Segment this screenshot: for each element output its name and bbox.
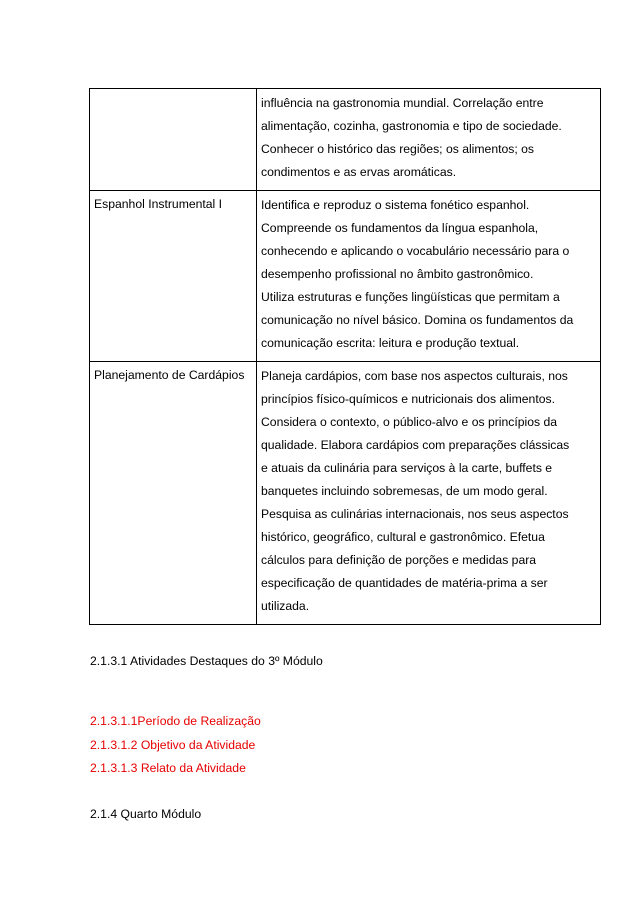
subject-cell	[90, 89, 257, 191]
description-line: Conhecer o histórico das regiões; os alimentos; os	[261, 142, 535, 156]
description-line: Considera o contexto, o público-alvo e os princípios da	[261, 415, 558, 429]
description-line: banquetes incluindo sobremesas, de um modo geral.	[261, 484, 548, 498]
description-line: comunicação no nível básico. Domina os fundamentos da	[261, 313, 574, 327]
description-line: Compreende os fundamentos da língua espanhola,	[261, 221, 539, 235]
description-line: Planeja cardápios, com base nos aspectos culturais, nos	[261, 369, 568, 383]
table-row	[90, 191, 601, 362]
description-line: condimentos e as ervas aromáticas.	[261, 165, 457, 179]
description-line: princípios físico-químicos e nutricionais dos alimentos.	[261, 392, 555, 406]
description-cell	[257, 89, 601, 191]
description-line: cálculos para definição de porções e medidas para	[261, 553, 537, 567]
description-line: desempenho profissional no âmbito gastronômico.	[261, 267, 534, 281]
description-line: Utiliza estruturas e funções lingüísticas que permitam a	[261, 290, 560, 304]
subsection-heading: 2.1.3.1.1Período de Realização	[90, 714, 261, 728]
description-cell	[257, 362, 601, 625]
description-line: influência na gastronomia mundial. Correlação entre	[261, 96, 544, 110]
table-row	[90, 89, 601, 191]
description-line: e atuais da culinária para serviços à la carte, buffets e	[261, 461, 553, 475]
table-row	[90, 362, 601, 625]
description-line: comunicação escrita: leitura e produção textual.	[261, 336, 520, 350]
description-line: Identifica e reproduz o sistema fonético espanhol.	[261, 198, 530, 212]
description-line: utilizada.	[261, 599, 310, 613]
section-heading: 2.1.3.1 Atividades Destaques do 3º Módulo	[90, 654, 323, 668]
subsection-heading: 2.1.3.1.2 Objetivo da Atividade	[90, 738, 256, 752]
subject-cell: Planejamento de Cardápios	[90, 362, 257, 625]
subsection-heading: 2.1.3.1.3 Relato da Atividade	[90, 761, 246, 775]
description-line: Pesquisa as culinárias internacionais, nos seus aspectos	[261, 507, 569, 521]
description-line: alimentação, cozinha, gastronomia e tipo de sociedade.	[261, 119, 562, 133]
subject-cell: Espanhol Instrumental I	[90, 191, 257, 362]
description-line: conhecendo e aplicando o vocabulário necessário para o	[261, 244, 570, 258]
description-line: histórico, geográfico, cultural e gastronômico. Efetua	[261, 530, 545, 544]
description-cell	[257, 191, 601, 362]
section-heading: 2.1.4 Quarto Módulo	[90, 807, 202, 821]
competencies-table	[89, 88, 601, 625]
description-line: especificação de quantidades de matéria-prima a ser	[261, 576, 548, 590]
description-line: qualidade. Elabora cardápios com preparações clássicas	[261, 438, 570, 452]
